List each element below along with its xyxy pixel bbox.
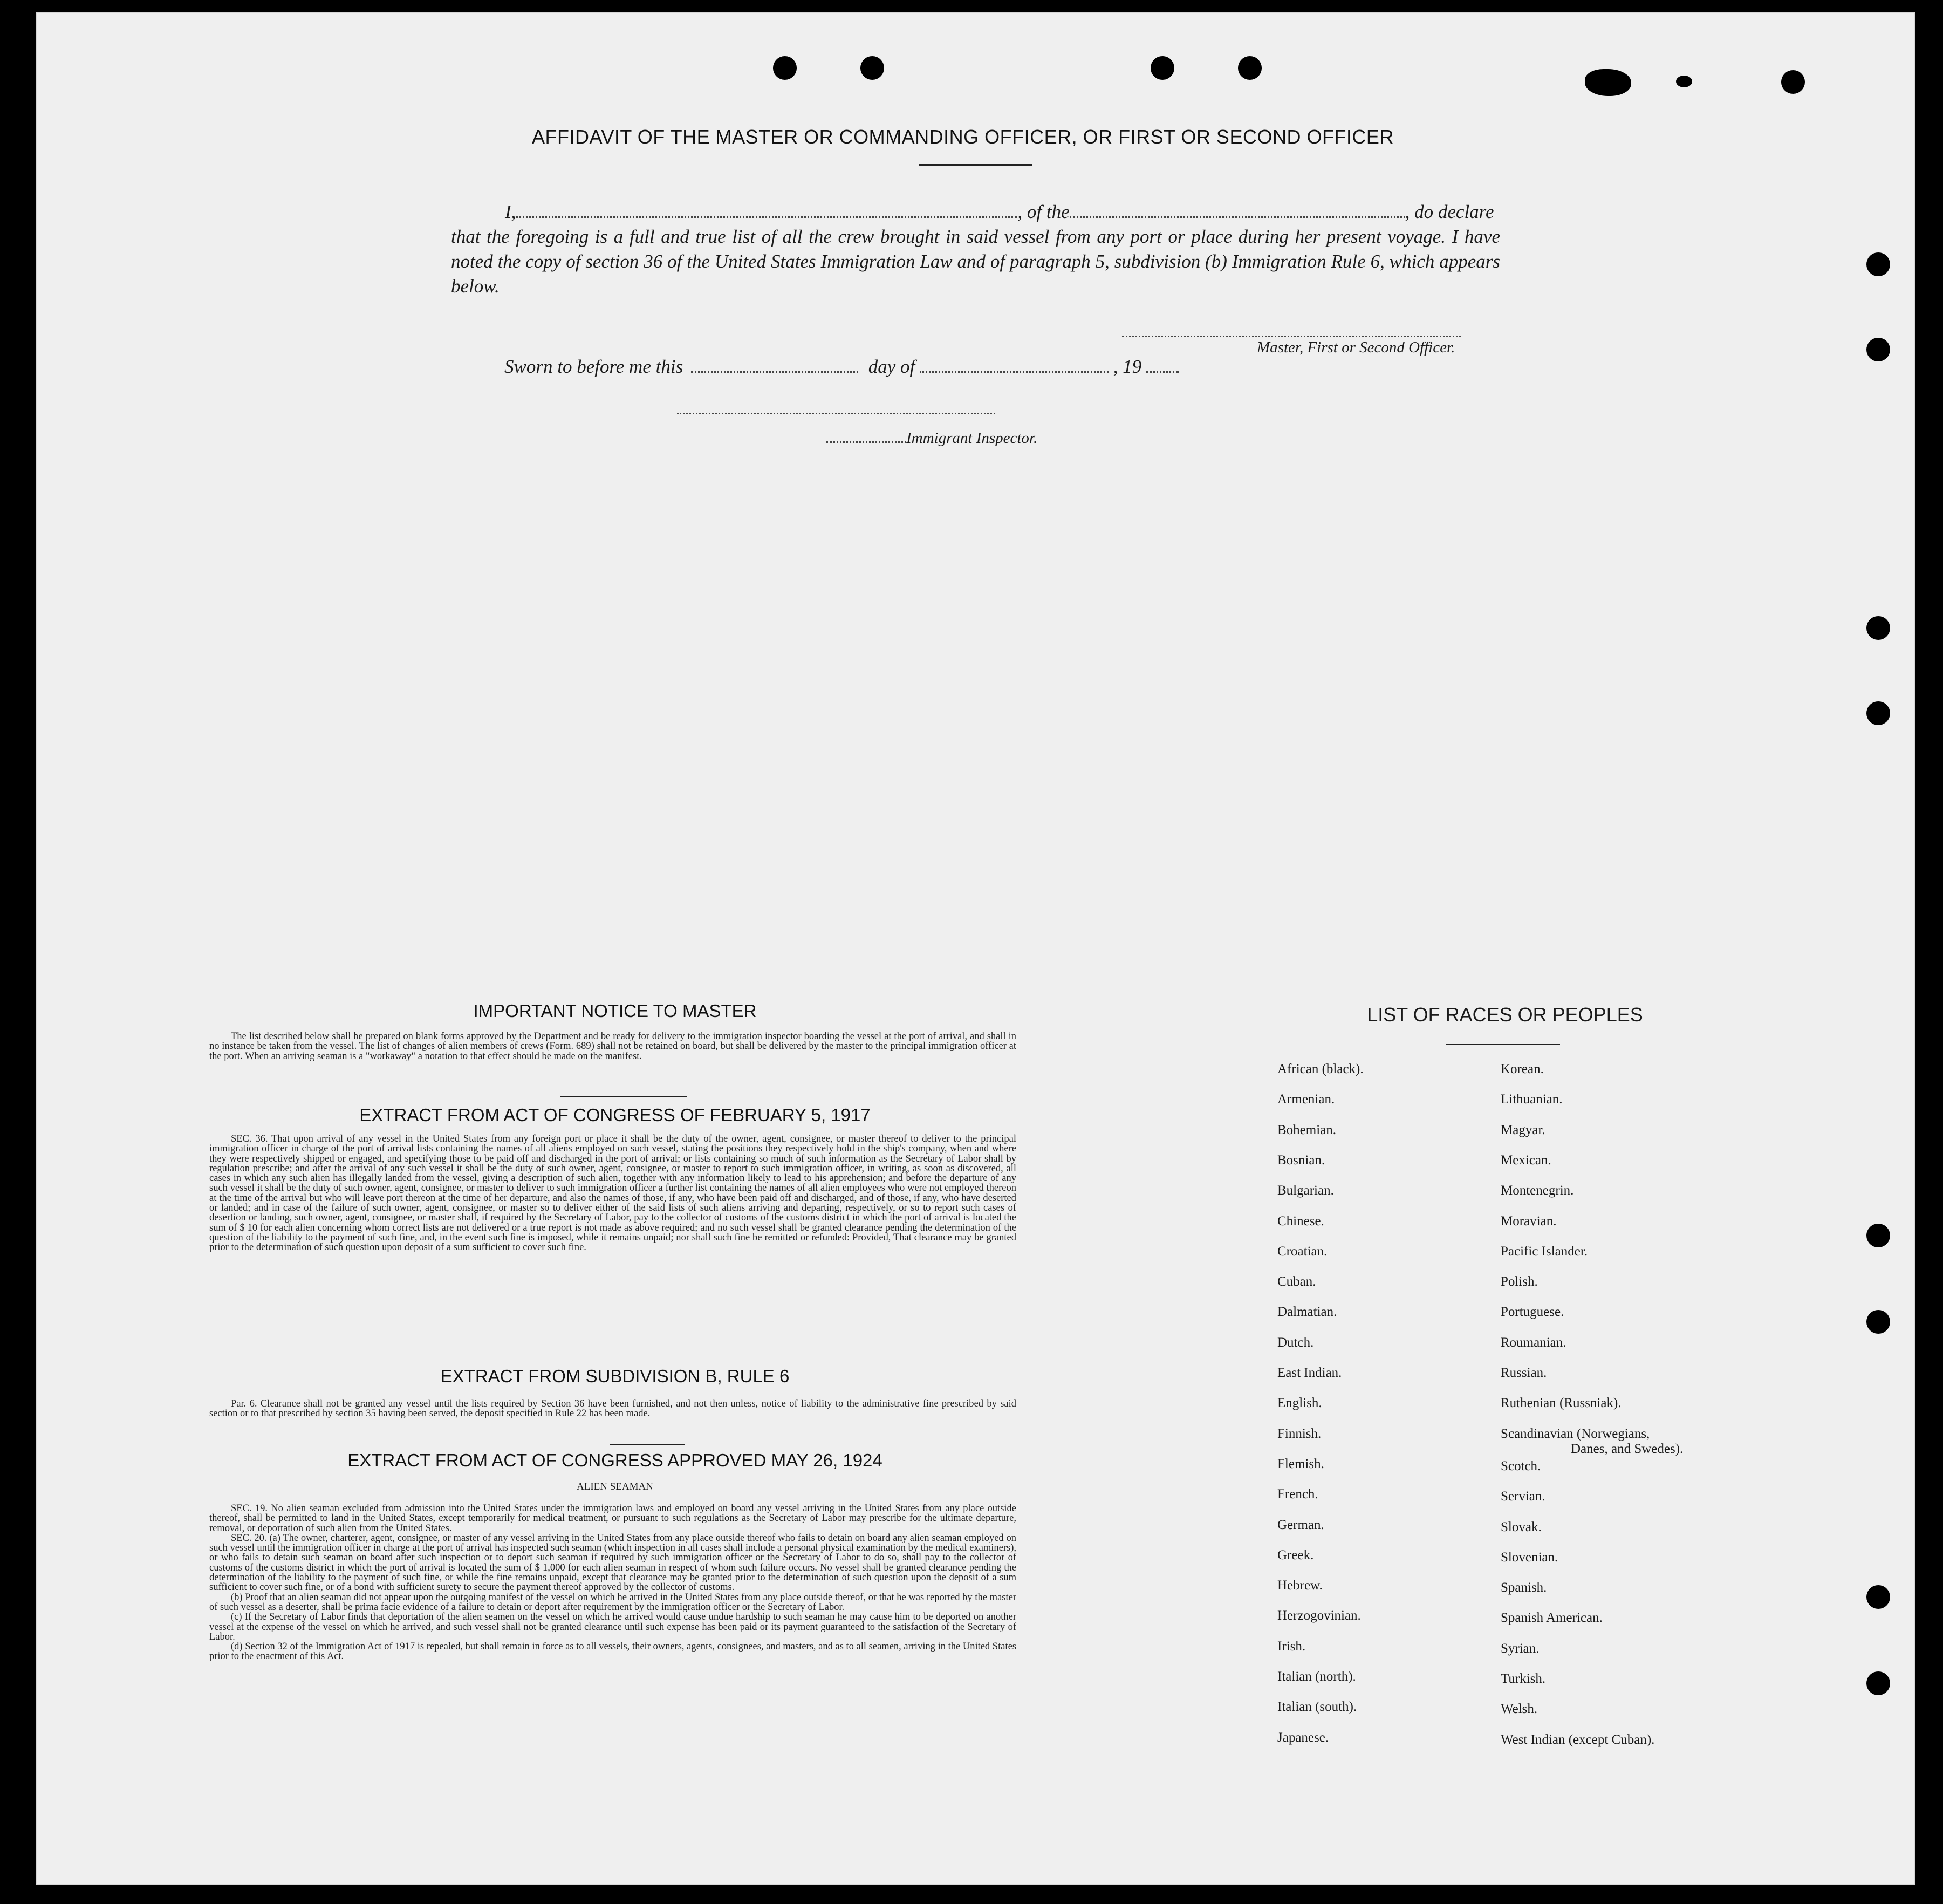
race-item: Moravian. bbox=[1501, 1213, 1557, 1229]
declare-label: , do declare bbox=[1405, 201, 1494, 222]
inspector-name-field[interactable] bbox=[826, 441, 906, 443]
race-item: Scotch. bbox=[1501, 1458, 1541, 1473]
race-item: Pacific Islander. bbox=[1501, 1244, 1588, 1259]
race-item: Slovenian. bbox=[1501, 1550, 1558, 1565]
race-item: English. bbox=[1277, 1396, 1322, 1411]
declarant-line bbox=[451, 200, 1500, 224]
sworn-year-field[interactable] bbox=[1146, 371, 1179, 373]
extract-1917-title: EXTRACT FROM ACT OF CONGRESS OF FEBRUARY 5, 1917 bbox=[359, 1105, 871, 1125]
inspector-signature-line[interactable] bbox=[677, 407, 995, 417]
punch-hole bbox=[1866, 252, 1890, 276]
punch-hole bbox=[1866, 701, 1890, 725]
race-item: Bohemian. bbox=[1277, 1122, 1337, 1137]
sworn-month-field[interactable] bbox=[920, 371, 1109, 373]
sworn-line bbox=[504, 356, 1179, 378]
race-item: Dutch. bbox=[1277, 1335, 1314, 1350]
race-item: Flemish. bbox=[1277, 1456, 1324, 1471]
race-item: Roumanian. bbox=[1501, 1335, 1566, 1350]
race-item: Chinese. bbox=[1277, 1213, 1324, 1229]
races-title: LIST OF RACES OR PEOPLES bbox=[1367, 1004, 1643, 1026]
sworn-day-label: day of bbox=[868, 356, 915, 377]
sec-20b-paragraph: (b) Proof that an alien seaman did not appear upon the outgoing manifest of the vessel on which he arrived in the United States from any place outside thereof, or that he was reported by the master of such vessel as a deserter, shall be prima facie evidence of a failure to detain or deport after requirement by the immigration officer or the Secretary of Labor. bbox=[209, 1592, 1016, 1613]
divider bbox=[1446, 1044, 1560, 1045]
affidavit-body bbox=[451, 200, 1500, 299]
declarant-prefix: I, bbox=[505, 201, 516, 222]
race-item: Irish. bbox=[1277, 1639, 1306, 1654]
race-item: Spanish. bbox=[1501, 1580, 1547, 1595]
race-item: Herzogovinian. bbox=[1277, 1608, 1361, 1623]
declaration-text: that the foregoing is a full and true list of all the crew brought in said vessel from any port or place during her present voyage. I have noted the copy of section 36 of the United States Immigration Law and of paragraph 5, subdivision (b) Immigration Rule 6, which appears below. bbox=[451, 226, 1500, 297]
race-item: Portuguese. bbox=[1501, 1305, 1564, 1320]
sworn-year-label: , 19 bbox=[1113, 356, 1142, 377]
sec-20d-paragraph: (d) Section 32 of the Immigration Act of 1917 is repealed, but shall remain in force as to all vessels, their owners, agents, consignees, and masters, and as to all seamen, arriving in the United States prior to the enactment of this Act. bbox=[209, 1641, 1016, 1662]
race-item: Russian. bbox=[1501, 1366, 1547, 1380]
race-item: Finnish. bbox=[1277, 1426, 1322, 1441]
race-item: Croatian. bbox=[1277, 1244, 1328, 1259]
race-item: Slovak. bbox=[1501, 1519, 1542, 1534]
punch-hole bbox=[1866, 1224, 1890, 1247]
sec-19-paragraph: SEC. 19. No alien seaman excluded from admission into the United States under the immigration laws and employed on board any vessel arriving in the United States from any place outside thereof, shall be permitted to land in the United States, except temporarily for medical treatment, or pursuant to such regulations as the Secretary of Labor may prescribe for the ultimate departure, removal, or deportation of such alien from the United States. bbox=[209, 1503, 1016, 1534]
race-item: Italian (north). bbox=[1277, 1669, 1356, 1684]
notice-text bbox=[209, 1032, 1016, 1061]
punch-hole bbox=[773, 56, 797, 80]
par-6-paragraph: Par. 6. Clearance shall not be granted any vessel until the lists required by Section 36 have been furnished, and not then unless, notice of liability to the administrative fine prescribed by said section or to that prescribed by section 35 having been served, the deposit specified in Rule 22 has been made. bbox=[209, 1398, 1016, 1420]
master-signature-label: Master, First or Second Officer. bbox=[1257, 339, 1455, 356]
race-item: Spanish American. bbox=[1501, 1610, 1603, 1626]
extract-1924-title: EXTRACT FROM ACT OF CONGRESS APPROVED MAY 26, 1924 bbox=[347, 1450, 882, 1470]
punch-hole bbox=[1866, 616, 1890, 640]
punch-hole bbox=[1151, 56, 1174, 80]
race-item: Servian. bbox=[1501, 1489, 1545, 1504]
punch-hole bbox=[1866, 1585, 1890, 1609]
extract-rule6-text bbox=[209, 1399, 1016, 1419]
race-item: Dalmatian. bbox=[1277, 1305, 1337, 1320]
extract-rule6-title: EXTRACT FROM SUBDIVISION B, RULE 6 bbox=[440, 1366, 790, 1386]
inspector-signature-label bbox=[826, 429, 1037, 447]
race-item: French. bbox=[1277, 1487, 1318, 1502]
race-item: Hebrew. bbox=[1277, 1578, 1323, 1593]
race-item: Magyar. bbox=[1501, 1122, 1545, 1137]
punch-hole bbox=[1238, 56, 1262, 80]
race-item: Scandinavian (Norwegians, bbox=[1501, 1426, 1650, 1441]
inspector-label-text: Immigrant Inspector. bbox=[906, 429, 1038, 447]
race-item: Cuban. bbox=[1277, 1274, 1316, 1289]
divider bbox=[919, 164, 1032, 166]
punch-hole bbox=[1676, 76, 1692, 87]
extract-1917-text bbox=[209, 1134, 1016, 1253]
race-item: Greek. bbox=[1277, 1547, 1314, 1562]
race-item: Lithuanian. bbox=[1501, 1092, 1563, 1107]
race-item: Syrian. bbox=[1501, 1641, 1540, 1656]
punch-hole bbox=[1866, 338, 1890, 361]
sec-20a-paragraph: SEC. 20. (a) The owner, charterer, agent, consignee, or master of any vessel arriving in the United States from any place outside thereof who fails to detain on board any alien seaman employed on such vessel until the immigration officer in charge at the port of arrival has inspected such seaman (which inspection in all cases shall include a personal physical examination by the medical examiners), or who fails to detain such seaman on board after such inspection or to deport such seaman if required by such immigration officer or the Secretary of Labor to do so, shall pay to the collector of customs of the customs district in which the port of arrival is located the sum of $ 1,000 for each alien seaman in respect of whom such failure occurs. No vessel shall be granted clearance pending the determination of the liability to the payment of such fine, or while the fine remains unpaid, except that clearance may be granted prior to the determination of such question upon the deposit of a sum sufficient to cover such fine, or of a bond with sufficient surety to secure the payment thereof approved by the collector of customs. bbox=[209, 1532, 1016, 1593]
race-item: Turkish. bbox=[1501, 1671, 1546, 1686]
race-item: Danes, and Swedes). bbox=[1571, 1441, 1684, 1456]
declarant-of-label: , of the bbox=[1017, 201, 1070, 222]
punch-hole bbox=[1585, 69, 1631, 96]
race-item: Korean. bbox=[1501, 1062, 1544, 1076]
divider bbox=[610, 1444, 685, 1445]
punch-hole bbox=[1781, 70, 1805, 94]
punch-hole bbox=[1866, 1310, 1890, 1334]
race-item: Montenegrin. bbox=[1501, 1183, 1574, 1198]
race-item: East Indian. bbox=[1277, 1366, 1342, 1380]
race-item: Armenian. bbox=[1277, 1092, 1335, 1107]
race-item: German. bbox=[1277, 1517, 1324, 1532]
race-item: Japanese. bbox=[1277, 1730, 1329, 1745]
sworn-date-field[interactable] bbox=[691, 371, 858, 373]
affidavit-title: AFFIDAVIT OF THE MASTER OR COMMANDING OFFICER, OR FIRST OR SECOND OFFICER bbox=[532, 126, 1394, 148]
race-item: Welsh. bbox=[1501, 1702, 1538, 1717]
sec-36-paragraph: SEC. 36. That upon arrival of any vessel in the United States from any foreign port or place it shall be the duty of the owner, agent, consignee, or master thereof to deliver to the principal immigration officer in charge of the port of arrival lists containing the names of all aliens employed on such vessel, stating the positions they respectively hold in the ship's company, when and where they were respectively shipped or engaged, and specifying those to be paid off and discharged in the port of arrival; or lists containing so much of such information as the Secretary of Labor shall by regulation prescribe; and after the arrival of any such vessel it shall be the duty of such owner, agent, consignee, or master to report to such immigration officer, in writing, as soon as discovered, all cases in which any such alien has illegally landed from the vessel, giving a description of such alien, together with any information likely to lead to his apprehension; and before the departure of any such vessel it shall be the duty of such owner, agent, consignee, or master to deliver to such immigration officer a further list containing the names of all alien employees who were not employed thereon at the time of the arrival but who will leave port thereon at the time of her departure, and also the names of those, if any, who have been paid off and discharged, and of those, if any, who have deserted or landed; and in case of the failure of such owner, agent, consignee, or master so to deliver either of the said lists of such aliens arriving and departing, respectively, or so to report such cases of desertion or landing, such owner, agent, consignee, or master shall, if required by the Secretary of Labor, pay to the collector of customs of the customs district in which the port of arrival is located the sum of $ 10 for each alien concerning whom correct lists are not delivered or a true report is not made as above required; and no such vessel shall be granted clearance pending the determination of the question of the liability to the payment of such fine, and, in the event such fine is imposed, while it remains unpaid; nor shall such fine be remitted or refunded: Provided, That clearance may be granted prior to the determination of such question upon deposit of a sum sufficient to cover such fine. bbox=[209, 1134, 1016, 1253]
notice-paragraph: The list described below shall be prepared on blank forms approved by the Department and be ready for delivery to the immigration inspector boarding the vessel at the port of arrival, and shall in no instance be taken from the vessel. The list of changes of alien members of crews (Form. 689) shall not be retained on board, but shall be delivered by the master to the principal immigration officer at the port. When an arriving seaman is a "workaway" a notation to that effect should be made on the manifest. bbox=[209, 1031, 1016, 1062]
vessel-name-field[interactable] bbox=[1070, 216, 1405, 218]
race-item: Bosnian. bbox=[1277, 1152, 1325, 1168]
sworn-label: Sworn to before me this bbox=[504, 356, 683, 377]
race-item: Ruthenian (Russniak). bbox=[1501, 1396, 1622, 1411]
declarant-name-field[interactable] bbox=[516, 216, 1017, 218]
race-item: Italian (south). bbox=[1277, 1700, 1357, 1715]
race-item: Mexican. bbox=[1501, 1152, 1551, 1168]
notice-title: IMPORTANT NOTICE TO MASTER bbox=[473, 1001, 757, 1021]
extract-1924-text bbox=[209, 1504, 1016, 1662]
punch-hole bbox=[860, 56, 884, 80]
extract-1924-subtitle: ALIEN SEAMAN bbox=[577, 1481, 653, 1492]
divider bbox=[560, 1096, 687, 1097]
race-item: African (black). bbox=[1277, 1062, 1364, 1076]
punch-hole bbox=[1866, 1671, 1890, 1695]
sec-20c-paragraph: (c) If the Secretary of Labor finds that deportation of the alien seamen on the vessel on which he arrived would cause undue hardship to such seaman he may cause him to be deported on another vessel at the expense of the vessel on which he arrived, and such vessel shall not be granted clearance until such expense has been paid or its payment guaranteed to the satisfaction of the Secretary of Labor. bbox=[209, 1612, 1016, 1642]
race-item: Polish. bbox=[1501, 1274, 1538, 1289]
race-item: West Indian (except Cuban). bbox=[1501, 1732, 1655, 1747]
race-item: Bulgarian. bbox=[1277, 1183, 1334, 1198]
